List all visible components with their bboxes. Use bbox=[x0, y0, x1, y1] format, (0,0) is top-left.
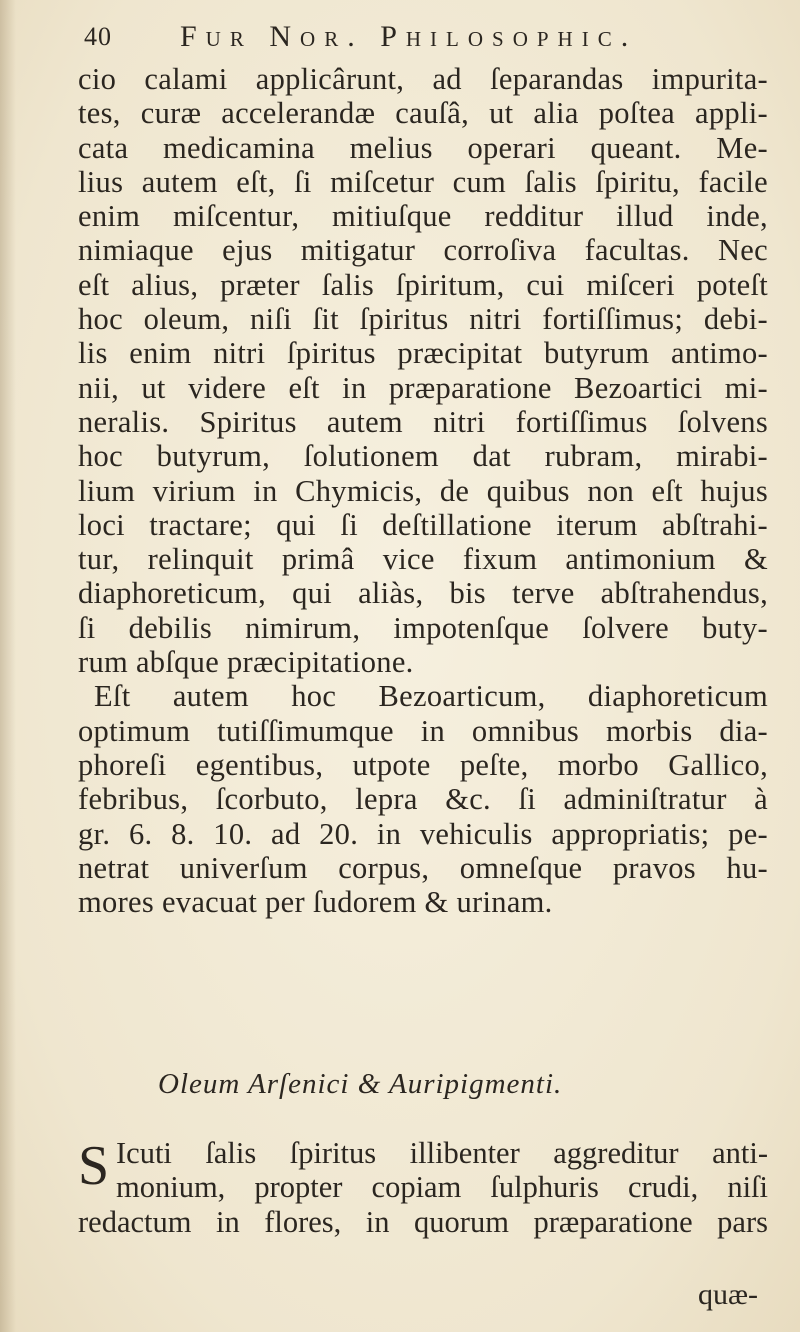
text-line: ſi debilis nimirum, impotenſque ſolvere buty- bbox=[78, 610, 768, 645]
section-paragraph bbox=[78, 1136, 768, 1239]
text-line: febribus, ſcorbuto, lepra &c. ſi adminiſtratur à bbox=[78, 782, 768, 817]
text-line: phoreſi egentibus, utpote peſte, morbo Gallico, bbox=[78, 747, 768, 782]
text-line: cio calami applicârunt, ad ſeparandas impurita- bbox=[78, 62, 768, 96]
text-line: mores evacuat per ſudorem & urinam. bbox=[78, 885, 553, 920]
text-line: redactum in flores, in quorum præparatione pars bbox=[78, 1204, 768, 1239]
page-number: 40 bbox=[84, 22, 112, 51]
section-title: Oleum Arſenici & Auripigmenti. bbox=[158, 1068, 563, 1100]
text-line: Icuti ſalis ſpiritus illibenter aggreditur anti- bbox=[116, 1136, 768, 1170]
text-line: hoc butyrum, ſolutionem dat rubram, mirabi- bbox=[78, 439, 768, 474]
text-line: optimum tutiſſimumque in omnibus morbis dia- bbox=[78, 713, 768, 748]
text-line: gr. 6. 8. 10. ad 20. in vehiculis appropriatis; pe- bbox=[78, 816, 768, 851]
text-line: lius autem eſt, ſi miſcetur cum ſalis ſpiritu, facile bbox=[78, 164, 768, 199]
text-line: hoc oleum, niſi ſit ſpiritus nitri fortiſſimus; debi- bbox=[78, 302, 768, 337]
text-line: loci tractare; qui ſi deſtillatione iterum abſtrahi- bbox=[78, 507, 768, 542]
running-head: Fur Nor. Philosophic. bbox=[180, 20, 638, 53]
text-line: lium virium in Chymicis, de quibus non eſt hujus bbox=[78, 473, 768, 508]
text-line: nimiaque ejus mitigatur corroſiva facultas. Nec bbox=[78, 233, 768, 268]
text-line: nii, ut videre eſt in præparatione Bezoartici mi- bbox=[78, 370, 768, 405]
text-line: netrat univerſum corpus, omneſque pravos hu- bbox=[78, 850, 768, 885]
text-line: Eſt autem hoc Bezoarticum, diaphoreticum bbox=[94, 679, 768, 714]
text-line: tur, relinquit primâ vice fixum antimonium & bbox=[78, 542, 768, 577]
text-line: enim miſcentur, mitiuſque redditur illud inde, bbox=[78, 199, 768, 234]
text-line: rum abſque præcipitatione. bbox=[78, 645, 414, 680]
text-line: cata medicamina melius operari queant. Me- bbox=[78, 130, 768, 165]
text-line: diaphoreticum, qui aliàs, bis terve abſtrahendus, bbox=[78, 576, 768, 611]
text-line: lis enim nitri ſpiritus præcipitat butyrum antimo- bbox=[78, 336, 768, 371]
text-line: monium, propter copiam ſulphuris crudi, niſi bbox=[116, 1170, 768, 1205]
text-line: neralis. Spiritus autem nitri fortiſſimus ſolvens bbox=[78, 404, 768, 439]
catchword: quæ- bbox=[698, 1278, 758, 1311]
binding-shadow bbox=[0, 0, 16, 1332]
drop-cap: S bbox=[78, 1135, 110, 1197]
text-line: eſt alius, præter ſalis ſpiritum, cui miſceri poteſt bbox=[78, 267, 768, 302]
page-header bbox=[80, 18, 720, 58]
main-text bbox=[78, 62, 768, 919]
text-line: tes, curæ accelerandæ cauſâ, ut alia poſtea appli- bbox=[78, 96, 768, 131]
